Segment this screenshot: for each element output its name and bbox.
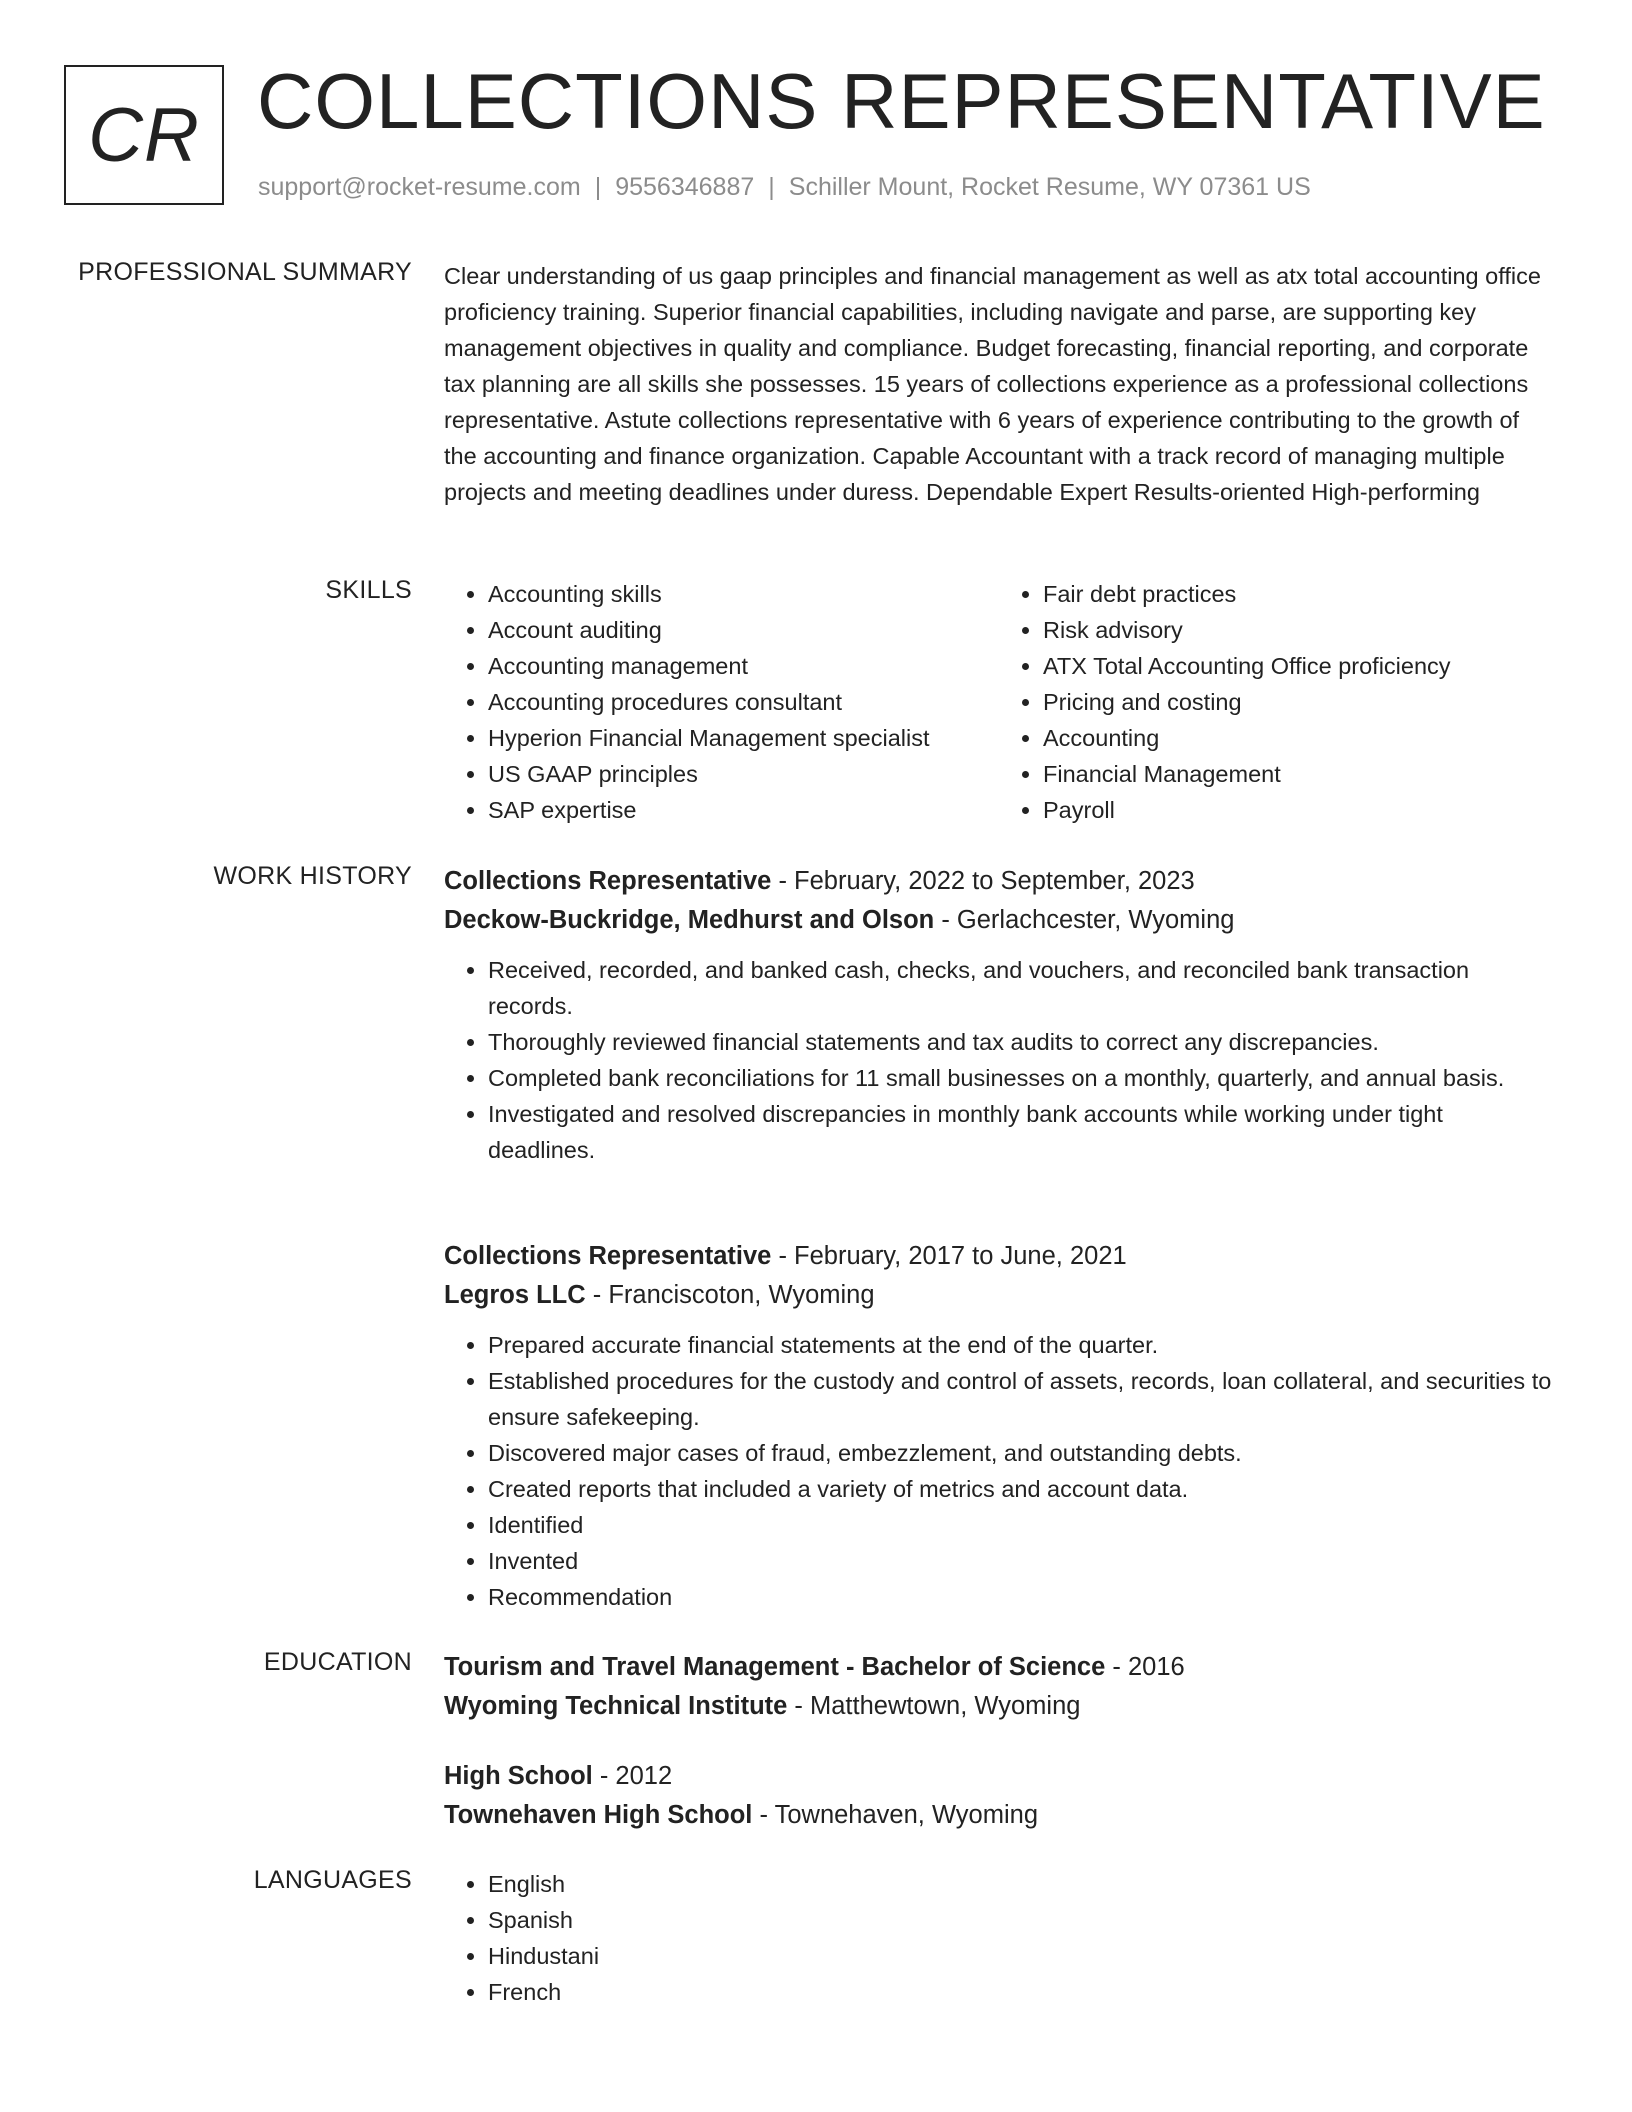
education-degree: High School bbox=[444, 1762, 593, 1790]
job-company: Deckow-Buckridge, Medhurst and Olson bbox=[444, 906, 935, 934]
languages-list bbox=[444, 1866, 1554, 2010]
education-location: - Matthewtown, Wyoming bbox=[787, 1692, 1081, 1720]
section-heading-work: WORK HISTORY bbox=[213, 862, 412, 890]
language-item: • French bbox=[488, 1974, 1554, 2010]
contact-phone[interactable]: 9556346887 bbox=[615, 173, 755, 201]
education-school-line bbox=[444, 1687, 1554, 1726]
education-school: Wyoming Technical Institute bbox=[444, 1692, 788, 1720]
education-degree-line bbox=[444, 1757, 1038, 1796]
job-bullet: • Thoroughly reviewed financial statements and tax audits to correct any discrepancies. bbox=[488, 1024, 1554, 1060]
section-heading-summary: PROFESSIONAL SUMMARY bbox=[78, 258, 412, 286]
job-entry bbox=[444, 1237, 1554, 1615]
education-school: Townehaven High School bbox=[444, 1801, 753, 1829]
resume-title: COLLECTIONS REPRESENTATIVE bbox=[257, 57, 1546, 145]
language-item: • English bbox=[488, 1866, 1554, 1902]
section-heading-skills: SKILLS bbox=[325, 576, 412, 604]
skill-item: • Financial Management bbox=[1043, 756, 1554, 792]
education-year: - 2016 bbox=[1105, 1653, 1185, 1681]
education-entry bbox=[444, 1757, 1038, 1835]
skill-item: • ATX Total Accounting Office proficiency bbox=[1043, 648, 1554, 684]
skill-item: • Hyperion Financial Management specialist bbox=[488, 720, 999, 756]
summary-text: Clear understanding of us gaap principles and financial management as well as atx total accounting office proficiency training. Superior financial capabilities, including navigate and parse, are supporting key management objectives in quality and compliance. Budget forecasting, financial reporting, and corporate tax planning are all skills she possesses. 15 years of collections experience as a professional collections representative. Astute collections representative with 6 years of experience contributing to the growth of the accounting and finance organization. Capable Accountant with a track record of managing multiple projects and meeting deadlines under duress. Dependable Expert Results-oriented High-performing bbox=[444, 263, 1541, 505]
contact-address: Schiller Mount, Rocket Resume, WY 07361 US bbox=[788, 173, 1311, 201]
job-title: Collections Representative bbox=[444, 867, 772, 895]
skill-item: • Payroll bbox=[1043, 792, 1554, 828]
skill-item: • US GAAP principles bbox=[488, 756, 999, 792]
job-company-line bbox=[444, 1276, 1554, 1315]
language-item: • Spanish bbox=[488, 1902, 1554, 1938]
job-location: - Gerlachcester, Wyoming bbox=[934, 906, 1235, 934]
education-school-line bbox=[444, 1796, 1038, 1835]
section-heading-languages: LANGUAGES bbox=[253, 1866, 412, 1894]
education-year: - 2012 bbox=[592, 1762, 673, 1790]
skill-item: • Accounting procedures consultant bbox=[488, 684, 999, 720]
job-dates: - February, 2022 to September, 2023 bbox=[771, 867, 1195, 895]
skills-list-left bbox=[444, 576, 999, 828]
language-item: • Hindustani bbox=[488, 1938, 1554, 1974]
skill-item: • Accounting bbox=[1043, 720, 1554, 756]
job-title-line bbox=[444, 1237, 1554, 1276]
job-location: - Franciscoton, Wyoming bbox=[585, 1281, 875, 1309]
job-bullet: • Received, recorded, and banked cash, checks, and vouchers, and reconciled bank transaction records. bbox=[488, 952, 1554, 1024]
job-bullet: • Invented bbox=[488, 1543, 1554, 1579]
section-heading-education: EDUCATION bbox=[263, 1648, 412, 1676]
education-location: - Townehaven, Wyoming bbox=[752, 1801, 1038, 1829]
job-title-line bbox=[444, 862, 1554, 901]
skill-item: • Account auditing bbox=[488, 612, 999, 648]
skill-item: • Accounting management bbox=[488, 648, 999, 684]
job-bullet: • Discovered major cases of fraud, embezzlement, and outstanding debts. bbox=[488, 1435, 1554, 1471]
resume-header bbox=[64, 57, 1564, 210]
contact-separator: | bbox=[768, 173, 775, 201]
job-bullet: • Established procedures for the custody and control of assets, records, loan collateral, and securities to ensure safekeeping. bbox=[488, 1363, 1554, 1435]
education-degree: Tourism and Travel Management - Bachelor of Science bbox=[444, 1653, 1106, 1681]
job-dates: - February, 2017 to June, 2021 bbox=[771, 1242, 1127, 1270]
job-bullet: • Prepared accurate financial statements at the end of the quarter. bbox=[488, 1327, 1554, 1363]
contact-email[interactable]: support@rocket-resume.com bbox=[258, 173, 581, 201]
education-degree-line bbox=[444, 1648, 1554, 1687]
job-entry bbox=[444, 862, 1554, 1168]
skill-item: • SAP expertise bbox=[488, 792, 999, 828]
job-bullet: • Recommendation bbox=[488, 1579, 1554, 1615]
skills-list-right bbox=[999, 576, 1554, 828]
skill-item: • Risk advisory bbox=[1043, 612, 1554, 648]
job-company: Legros LLC bbox=[444, 1281, 586, 1309]
job-bullet: • Identified bbox=[488, 1507, 1554, 1543]
monogram-logo: CR bbox=[64, 65, 224, 205]
skill-item: • Fair debt practices bbox=[1043, 576, 1554, 612]
job-bullet: • Created reports that included a variety of metrics and account data. bbox=[488, 1471, 1554, 1507]
contact-line bbox=[258, 173, 1311, 202]
job-company-line bbox=[444, 901, 1554, 940]
job-bullet: • Completed bank reconciliations for 11 small businesses on a monthly, quarterly, and annual basis. bbox=[488, 1060, 1554, 1096]
skill-item: • Pricing and costing bbox=[1043, 684, 1554, 720]
job-bullet: • Investigated and resolved discrepancies in monthly bank accounts while working under tight deadlines. bbox=[488, 1096, 1554, 1168]
job-title: Collections Representative bbox=[444, 1242, 772, 1270]
job-bullets bbox=[444, 952, 1554, 1168]
skill-item: • Accounting skills bbox=[488, 576, 999, 612]
education-entry bbox=[444, 1648, 1554, 1726]
contact-separator: | bbox=[594, 173, 602, 201]
job-bullets bbox=[444, 1327, 1554, 1615]
